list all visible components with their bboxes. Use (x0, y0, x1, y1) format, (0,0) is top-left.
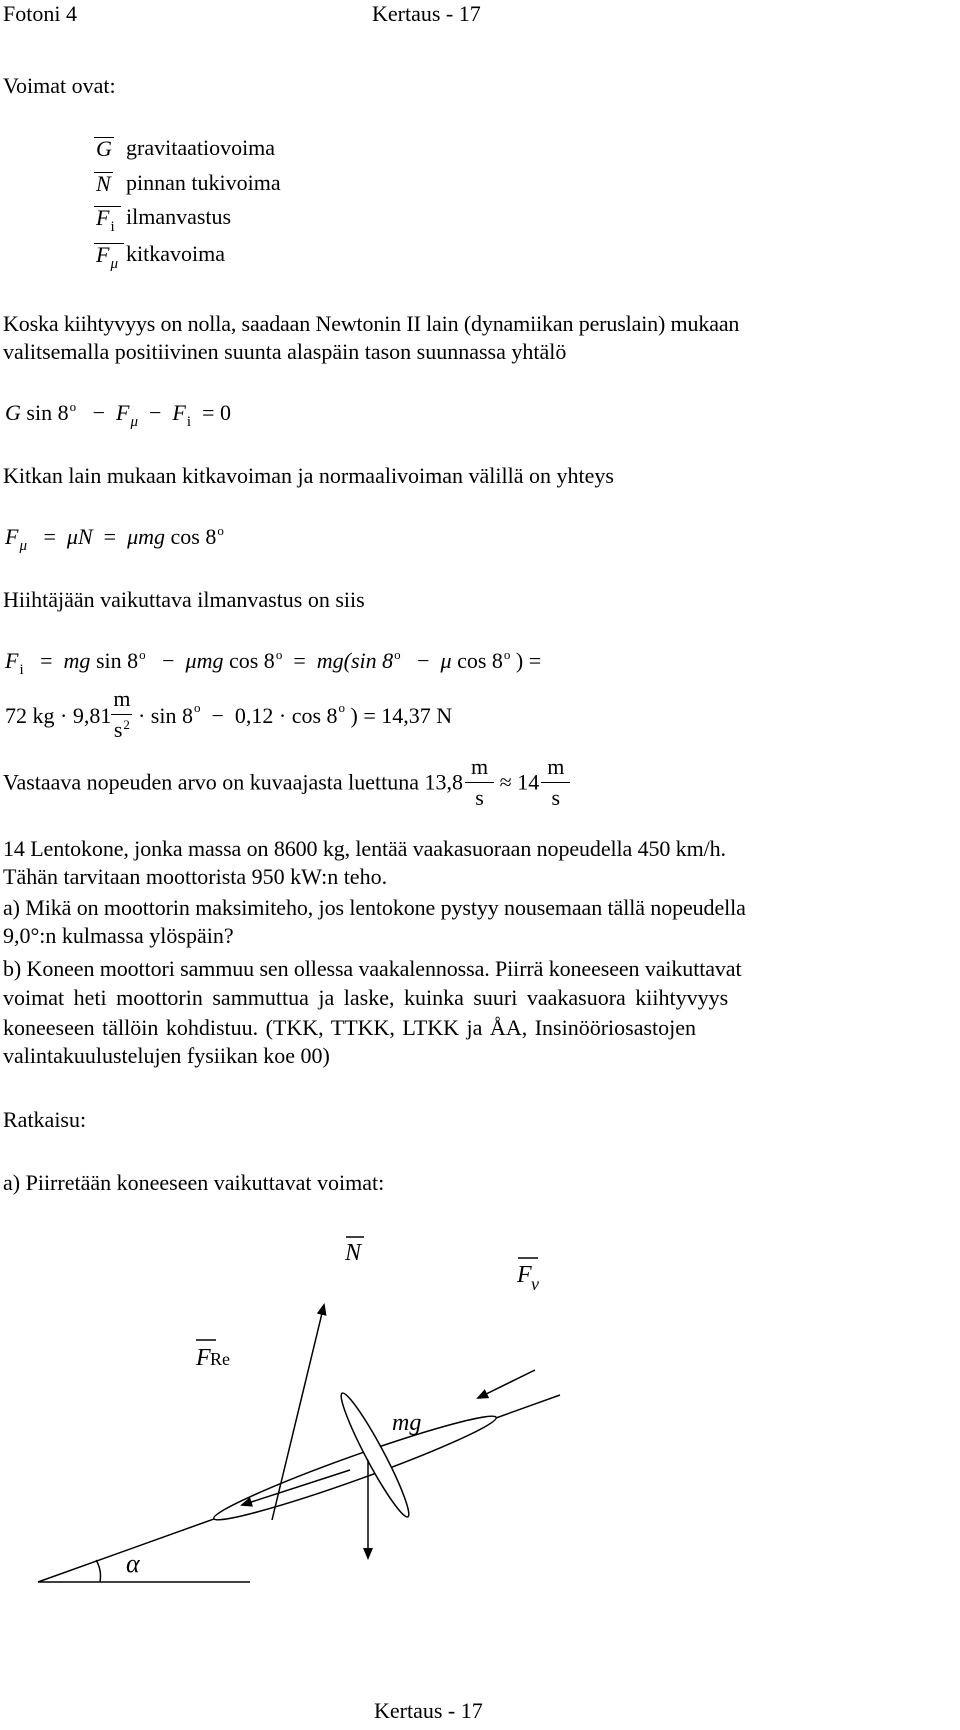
lift-force-arrow (478, 1370, 535, 1398)
fraction-m-s: $\frac{m}{s}$ (465, 754, 494, 811)
speed-line: Vastaava nopeuden arvo on kuvaajasta luettuna 13,8 $\frac{m}{s}$ ≈ 14 $\frac{m}{s}$ (3, 754, 570, 811)
force-symbol: G (96, 136, 112, 161)
label-Fv (516, 1258, 539, 1294)
header-right: Kertaus - 17 (372, 1, 481, 26)
svg-text:v: v (531, 1274, 539, 1294)
force-symbol: $F_\mu$ (94, 243, 124, 266)
problem-line: a) Mikä on moottorin maksimiteho, jos lentokone pystyy nousemaan tällä nopeudella (3, 895, 746, 920)
force-desc: pinnan tukivoima (126, 170, 281, 195)
label-N (344, 1237, 364, 1266)
header-left: Fotoni 4 (3, 1, 77, 26)
fraction-m-s: $\frac{m}{s}$ (541, 754, 570, 811)
force-symbol: $F_i$ (94, 206, 121, 229)
label-FRe (195, 1340, 230, 1371)
ratkaisu-heading: Ratkaisu: (3, 1107, 87, 1132)
force-desc: kitkavoima (126, 241, 225, 266)
svg-text:F: F (517, 1262, 532, 1288)
svg-text:N: N (345, 1240, 362, 1266)
problem-line: koneeseen tällöin kohdistuu. (TKK, TTKK, LTKK ja ÅA, Insinööriosastojen (3, 1015, 697, 1040)
paragraph-line: valitsemalla positiivinen suunta alaspäin tason suunnassa yhtälö (3, 339, 567, 364)
force-desc: ilmanvastus (126, 204, 232, 229)
problem-line: voimat heti moottorin sammuttua ja laske, kuinka suuri vaakasuora kiihtyvyys (3, 985, 729, 1010)
fraction-m-s2: $\frac{m}{s^2}$ (113, 686, 131, 742)
force-diagram (0, 1220, 960, 1690)
paragraph-line: Kitkan lain mukaan kitkavoiman ja normaalivoiman välillä on yhteys (3, 463, 614, 488)
svg-text:F: F (196, 1345, 211, 1371)
label-mg: mg (392, 1410, 422, 1436)
part-a-heading: a) Piirretään koneeseen vaikuttavat voimat: (3, 1170, 385, 1195)
svg-text:Re: Re (210, 1349, 230, 1369)
problem-line: 9,0°:n kulmassa ylöspäin? (3, 923, 234, 948)
problem-line: valintakuulustelujen fysiikan koe 00) (3, 1043, 330, 1068)
equation-newton: G sin 8$^o$ − $F_\mu - F_i = 0$ (5, 399, 231, 430)
paragraph-line: Koska kiihtyvyys on nolla, saadaan Newtonin II lain (dynamiikan peruslain) mukaan (3, 311, 740, 336)
intro-text: Voimat ovat: (3, 73, 116, 98)
equation-numeric: 72 kg · 9,81 $\frac{m}{s^2}$ · sin 8$^o$ − 0,12 · cos 8$^o$ ) = 14,37 N (5, 686, 452, 746)
equation-friction: $F_\mu$ = μN = μmg cos 8$^o$ (5, 523, 224, 554)
force-desc: gravitaatiovoima (126, 135, 276, 160)
equation-drag: $F_i$ = mg sin 8$^o$ − μmg cos 8$^o$ = mg(sin 8$^o$ − μ cos 8$^o$ ) = (5, 647, 542, 678)
page-footer: Kertaus - 17 (374, 1698, 483, 1723)
paragraph-line: Hiihtäjään vaikuttava ilmanvastus on siis (3, 587, 365, 612)
problem-line: 14 Lentokone, jonka massa on 8600 kg, lentää vaakasuoraan nopeudella 450 km/h. (3, 836, 726, 861)
angle-arc (96, 1560, 101, 1582)
force-symbol: N (96, 171, 111, 196)
label-alpha: α (126, 1549, 140, 1578)
problem-line: b) Koneen moottori sammuu sen ollessa vaakalennossa. Piirrä koneeseen vaikuttavat (3, 956, 742, 981)
problem-line: Tähän tarvitaan moottorista 950 kW:n teho. (3, 864, 388, 889)
